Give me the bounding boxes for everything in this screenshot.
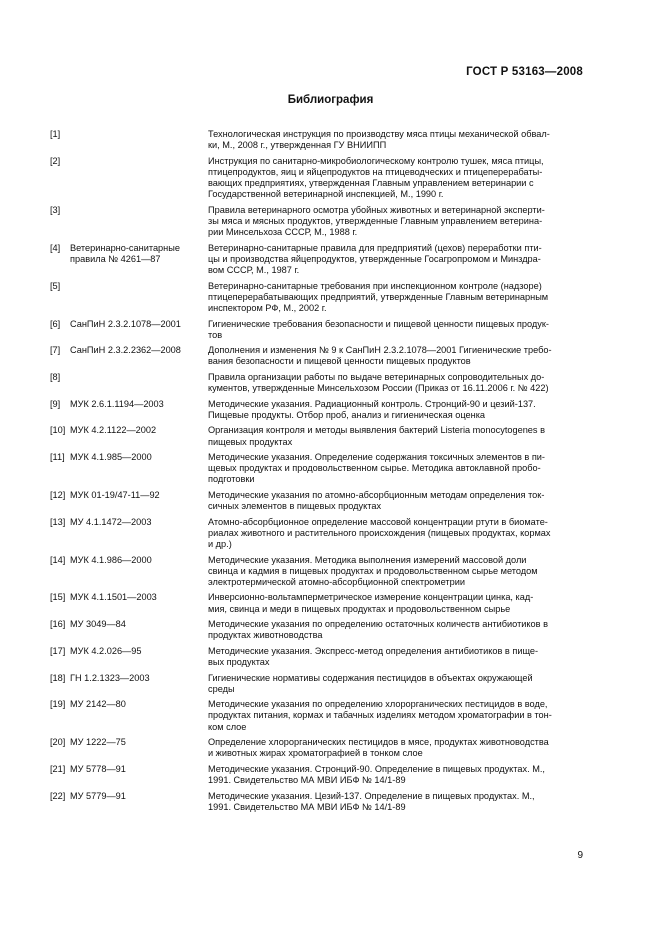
entry-code: МУК 4.1.985—2000	[70, 452, 152, 463]
entry-code	[70, 281, 208, 315]
entry-description	[208, 156, 583, 201]
bibliography-entry	[50, 345, 583, 367]
document-standard-number: ГОСТ Р 53163—2008	[466, 66, 583, 78]
entry-code: МУ 1222—75	[70, 737, 126, 748]
entry-code: МУ 3049—84	[70, 619, 126, 630]
entry-description-line: Правила организации работы по выдаче ветеринарных сопроводительных до-	[208, 371, 545, 382]
entry-number: [14]	[50, 554, 66, 565]
page-title: Библиография	[287, 94, 374, 106]
entry-description	[208, 764, 583, 786]
entry-description-line: пищевых продуктах	[208, 436, 293, 447]
entry-description-line: вых продуктах	[208, 657, 270, 668]
bibliography-entry	[50, 737, 583, 759]
bibliography-entry	[50, 764, 583, 786]
bibliography-entry	[50, 319, 583, 341]
entry-number: [16]	[50, 619, 66, 630]
entry-description-line: Атомно-абсорбционное определение массовой концентрации ртути в биомате-	[208, 516, 548, 527]
entry-description-line: инспектором РФ, М., 2002 г.	[208, 303, 327, 314]
bibliography-entry	[50, 490, 583, 512]
entry-number: [21]	[50, 763, 66, 774]
entry-description	[208, 243, 583, 277]
bibliography-entry	[50, 646, 583, 668]
entry-description-line: подготовки	[208, 474, 255, 485]
entry-description-line: Определение хлорорганических пестицидов в мясе, продуктах животноводства	[208, 737, 549, 748]
bibliography-entry	[50, 673, 583, 695]
entry-number: [17]	[50, 645, 66, 656]
entry-description-line: вающих предприятиях, утвержденная Главным управлением ветеринарии с	[208, 178, 534, 189]
entry-description-line: Дополнения и изменения № 9 к СанПиН 2.3.2.1078—2001 Гигиенические требо-	[208, 345, 552, 356]
entry-number: [22]	[50, 790, 66, 801]
entry-description-line: сичных элементов в пищевых продуктах	[208, 501, 382, 512]
entry-description-line: Инверсионно-вольтамперметрическое измерение концентрации цинка, кад-	[208, 592, 534, 603]
entry-number: [1]	[50, 129, 61, 139]
entry-description-line: птицеперерабатывающих предприятий, утвержденные Главным ветеринарным	[208, 291, 549, 302]
entry-description	[208, 737, 583, 759]
entry-description	[208, 345, 583, 367]
entry-description-line: Государственной ветеринарной инспекцией, М., 1990 г.	[208, 189, 444, 200]
entry-code	[70, 129, 208, 151]
entry-description-line: продуктах питания, кормах и табачных изделиях методом хроматографии в тон-	[208, 710, 552, 721]
bibliography-entry	[50, 156, 583, 201]
entry-description-line: Методические указания. Определение содержания токсичных элементов в пи-	[208, 452, 545, 463]
entry-description-line: ки, М., 2008 г., утвержденная ГУ ВНИИПП	[208, 140, 387, 151]
entry-number: [18]	[50, 672, 66, 683]
entry-description	[208, 372, 583, 394]
entry-description	[208, 592, 583, 614]
entry-description-line: Организация контроля и методы выявления бактерий Listeria monocytogenes в	[208, 425, 545, 436]
entry-description	[208, 646, 583, 668]
entry-description-line: рии Минсельхоза СССР, М., 1988 г.	[208, 227, 358, 238]
bibliography-entry	[50, 699, 583, 733]
entry-description-line: Методические указания. Методика выполнения измерений массовой доли	[208, 554, 527, 565]
entry-number: [7]	[50, 345, 61, 356]
entry-description	[208, 399, 583, 421]
entry-code: МУК 4.1.986—2000	[70, 554, 152, 565]
entry-description	[208, 517, 583, 551]
entry-number: [11]	[50, 452, 65, 463]
entry-description-line: Методические указания по определению остаточных количеств антибиотиков в	[208, 619, 548, 630]
entry-description	[208, 129, 583, 151]
entry-description	[208, 619, 583, 641]
entry-description	[208, 555, 583, 589]
entry-description-line: Методические указания. Цезий-137. Определение в пищевых продуктах. М.,	[208, 790, 535, 801]
entry-description-line: Инструкция по санитарно-микробиологическому контролю тушек, мяса птицы,	[208, 155, 544, 166]
entry-description-line: продуктах животноводства	[208, 630, 323, 641]
entry-description-line: Правила ветеринарного осмотра убойных животных и ветеринарной эксперти-	[208, 204, 545, 215]
entry-description	[208, 319, 583, 341]
entry-description-line: ком слое	[208, 721, 247, 732]
entry-number: [4]	[50, 242, 61, 253]
entry-code: МУ 4.1.1472—2003	[70, 516, 152, 527]
bibliography-entry	[50, 281, 583, 315]
page-number: 9	[577, 850, 583, 861]
entry-number: [15]	[50, 592, 66, 603]
entry-description	[208, 205, 583, 239]
entry-code: МУК 4.2.026—95	[70, 645, 142, 656]
bibliography-entry	[50, 399, 583, 421]
entry-description	[208, 791, 583, 813]
bibliography-entry	[50, 372, 583, 394]
entry-description-line: среды	[208, 683, 235, 694]
entry-description-line: мия, свинца и меди в пищевых продуктах и продовольственном сырье	[208, 603, 511, 614]
entry-code: СанПиН 2.3.2.1078—2001	[70, 318, 181, 329]
entry-number: [5]	[50, 280, 61, 291]
bibliography-entry	[50, 205, 583, 239]
entry-description-line: Гигиенические требования безопасности и пищевой ценности пищевых продук-	[208, 318, 549, 329]
entry-number: [9]	[50, 398, 61, 409]
entry-description-line: Гигиенические нормативы содержания пестицидов в объектах окружающей	[208, 672, 533, 683]
entry-description-line: вом СССР, М., 1987 г.	[208, 265, 300, 276]
bibliography-entry	[50, 425, 583, 447]
entry-code: МУК 01-19/47-11—92	[70, 489, 160, 500]
bibliography-entry	[50, 129, 583, 151]
bibliography-list	[50, 129, 583, 817]
bibliography-entry	[50, 452, 583, 486]
entry-code	[70, 372, 208, 394]
entry-description-line: электротермической атомно-абсорбционной спектрометрии	[208, 576, 465, 587]
entry-description-line: Методические указания по атомно-абсорбционным методам определения ток-	[208, 489, 545, 500]
entry-description-line: риалах животного и растительного происхождения (пищевых продуктах, кормах	[208, 527, 551, 538]
entry-number: [10]	[50, 425, 66, 436]
entry-description-line: кументов, утвержденные Минсельхозом России (Приказ от 16.11.2006 г. № 422)	[208, 383, 549, 394]
entry-description	[208, 699, 583, 733]
entry-description-line: Ветеринарно-санитарные правила для предприятий (цехов) переработки пти-	[208, 242, 542, 253]
entry-description-line: 1991. Свидетельство МА МВИ ИБФ № 14/1-89	[208, 775, 406, 786]
entry-code	[70, 156, 208, 201]
entry-description-line: 1991. Свидетельство МА МВИ ИБФ № 14/1-89	[208, 801, 406, 812]
bibliography-entry	[50, 243, 583, 277]
entry-description-line: и животных жирах хроматографией в тонком слое	[208, 748, 423, 759]
entry-code: МУК 4.2.1122—2002	[70, 425, 157, 436]
entry-number: [19]	[50, 699, 66, 710]
bibliography-entry	[50, 619, 583, 641]
entry-code: ГН 1.2.1323—2003	[70, 672, 150, 683]
entry-description-line: Технологическая инструкция по производству мяса птицы механической обвал-	[208, 129, 550, 139]
entry-description	[208, 490, 583, 512]
bibliography-entry	[50, 517, 583, 551]
entry-description-line: Пищевые продукты. Отбор проб, анализ и гигиеническая оценка	[208, 409, 486, 420]
entry-description-line: зы мяса и мясных продуктов, утвержденные Главным управлением ветерина-	[208, 216, 543, 227]
entry-description-line: тов	[208, 329, 223, 340]
entry-code	[70, 205, 208, 239]
entry-description	[208, 673, 583, 695]
entry-description-line: свинца и кадмия в пищевых продуктах и продовольственном сырье методом	[208, 565, 538, 576]
entry-description-line: Методические указания. Стронций-90. Определение в пищевых продуктах. М.,	[208, 763, 545, 774]
entry-description-line: щевых продуктах и продовольственном сырье. Методика автоклавной пробо-	[208, 463, 541, 474]
entry-number: [2]	[50, 155, 61, 166]
bibliography-entry	[50, 555, 583, 589]
entry-code: МУ 2142—80	[70, 699, 126, 710]
entry-description-line: Методические указания по определению хлорорганических пестицидов в воде,	[208, 699, 548, 710]
entry-number: [20]	[50, 737, 66, 748]
entry-description-line: и др.)	[208, 539, 232, 550]
entry-code: МУ 5778—91	[70, 763, 126, 774]
entry-description	[208, 281, 583, 315]
bibliography-entry	[50, 791, 583, 813]
entry-code: СанПиН 2.3.2.2362—2008	[70, 345, 181, 356]
entry-number: [12]	[50, 489, 66, 500]
entry-code: МУК 2.6.1.1194—2003	[70, 398, 164, 409]
entry-description-line: вания безопасности и пищевой ценности пищевых продуктов	[208, 356, 471, 367]
entry-number: [8]	[50, 371, 61, 382]
entry-code: МУ 5779—91	[70, 790, 126, 801]
entry-description-line: птицепродуктов, яиц и яйцепродуктов на птицеводческих и птицеперерабаты-	[208, 166, 543, 177]
bibliography-entry	[50, 592, 583, 614]
entry-description-line: Методические указания. Экспресс-метод определения антибиотиков в пище-	[208, 645, 539, 656]
entry-number: [3]	[50, 204, 61, 215]
entry-code: Ветеринарно-санитарные правила № 4261—87	[70, 242, 180, 264]
entry-code: МУК 4.1.1501—2003	[70, 592, 157, 603]
entry-description-line: Методические указания. Радиационный контроль. Стронций-90 и цезий-137.	[208, 398, 536, 409]
entry-description-line: цы и производства яйцепродуктов, утвержденные Госагропромом и Минздра-	[208, 253, 541, 264]
entry-description	[208, 452, 583, 486]
entry-number: [13]	[50, 516, 66, 527]
entry-number: [6]	[50, 318, 61, 329]
entry-description-line: Ветеринарно-санитарные требования при инспекционном контроле (надзоре)	[208, 280, 542, 291]
entry-description	[208, 425, 583, 447]
